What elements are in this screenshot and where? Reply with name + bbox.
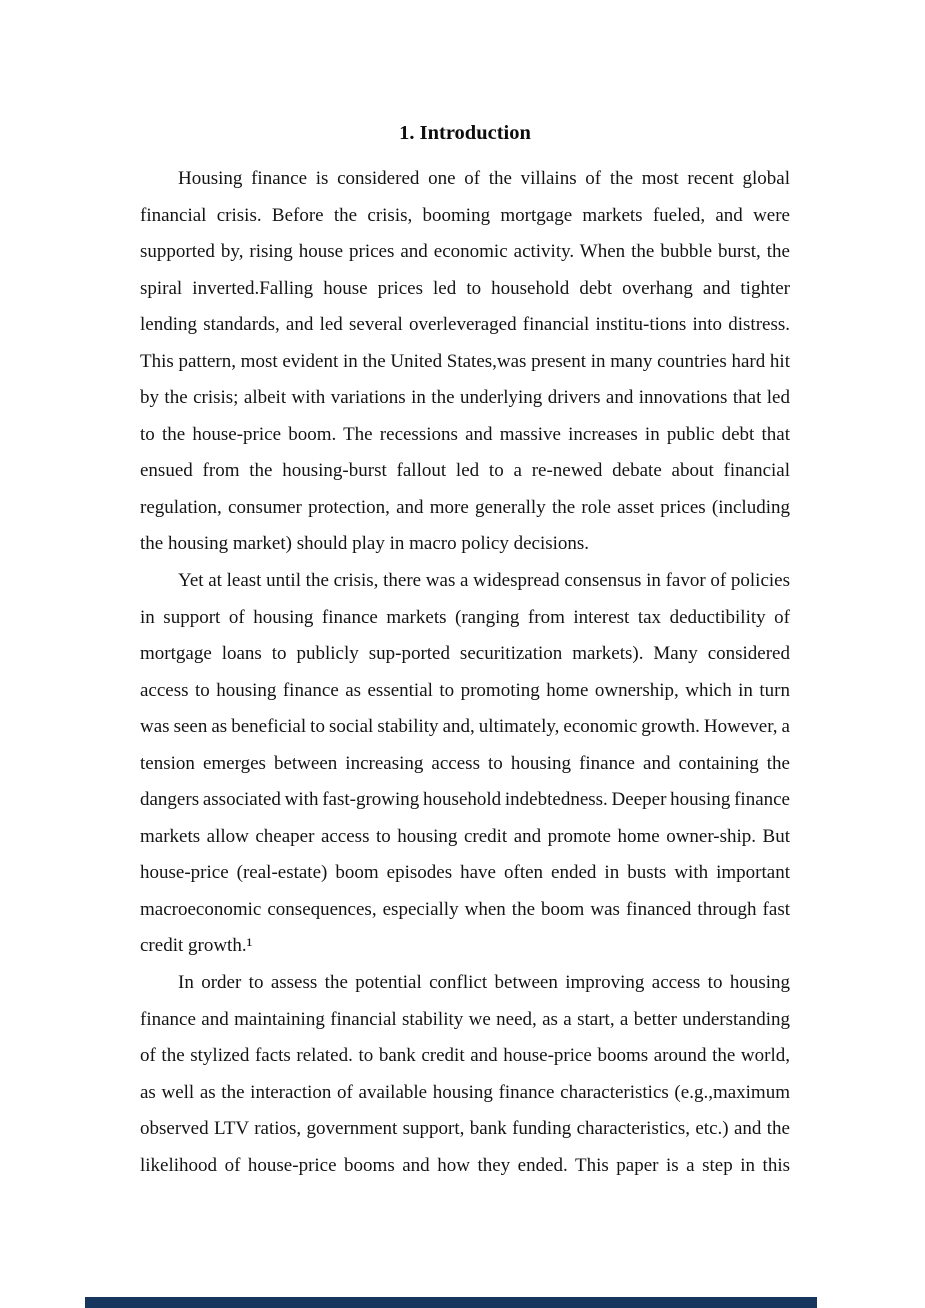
text-line: likelihood of house-price booms and how they ended. This paper is a step in this bbox=[140, 1154, 790, 1176]
text-line: tension emerges between increasing access to housing finance and containing the bbox=[140, 752, 790, 774]
paragraphs bbox=[140, 161, 790, 1184]
text-line: financial crisis. Before the crisis, booming mortgage markets fueled, and were bbox=[140, 204, 790, 226]
text-line: observed LTV ratios, government support, bank funding characteristics, etc.) and the bbox=[140, 1118, 790, 1140]
text-line: was seen as beneficial to social stability and, ultimately, economic growth. However, a bbox=[140, 716, 790, 738]
page-bottom-bar bbox=[85, 1297, 817, 1308]
text-column bbox=[140, 118, 790, 1184]
text-line: supported by, rising house prices and economic activity. When the bubble burst, the bbox=[140, 241, 790, 263]
paragraph bbox=[140, 161, 790, 563]
text-line: Housing finance is considered one of the villains of the most recent global bbox=[178, 168, 790, 189]
text-line: of the stylized facts related. to bank credit and house-price booms around the world, bbox=[140, 1045, 790, 1067]
text-line: markets allow cheaper access to housing credit and promote home owner-ship. But bbox=[140, 825, 790, 847]
text-line: ensued from the housing-burst fallout led to a re-newed debate about financial bbox=[140, 460, 790, 482]
text-line: This pattern, most evident in the United States,was present in many countries hard hit bbox=[140, 350, 790, 372]
text-line: the housing market) should play in macro policy decisions. bbox=[140, 533, 590, 555]
text-line: house-price (real-estate) boom episodes have often ended in busts with important bbox=[140, 862, 790, 884]
text-line: dangers associated with fast-growing household indebtedness. Deeper housing finance bbox=[140, 789, 790, 811]
text-line: In order to assess the potential conflict between improving access to housing bbox=[178, 972, 790, 994]
text-line: credit growth.¹ bbox=[140, 935, 253, 957]
paragraph bbox=[140, 965, 790, 1184]
text-line: in support of housing finance markets (ranging from interest tax deductibility of bbox=[140, 606, 790, 628]
text-line: access to housing finance as essential to promoting home ownership, which in turn bbox=[140, 679, 790, 701]
text-line: finance and maintaining financial stability we need, as a start, a better understanding bbox=[140, 1008, 790, 1030]
text-line: spiral inverted.Falling house prices led to household debt overhang and tighter bbox=[140, 277, 790, 299]
text-line: as well as the interaction of available housing finance characteristics (e.g.,maximum bbox=[140, 1081, 790, 1103]
text-line: by the crisis; albeit with variations in the underlying drivers and innovations that led bbox=[140, 387, 790, 409]
text-line: Yet at least until the crisis, there was a widespread consensus in favor of policies bbox=[178, 570, 790, 592]
section-heading: 1. Introduction bbox=[399, 122, 531, 144]
text-line: macroeconomic consequences, especially when the boom was financed through fast bbox=[140, 898, 790, 920]
text-line: regulation, consumer protection, and more generally the role asset prices (including bbox=[140, 496, 790, 518]
text-line: lending standards, and led several overleveraged financial institu-tions into distress. bbox=[140, 314, 790, 336]
paragraph bbox=[140, 563, 790, 965]
text-line: to the house-price boom. The recessions and massive increases in public debt that bbox=[140, 423, 790, 445]
text-line: mortgage loans to publicly sup-ported securitization markets). Many considered bbox=[140, 643, 790, 665]
